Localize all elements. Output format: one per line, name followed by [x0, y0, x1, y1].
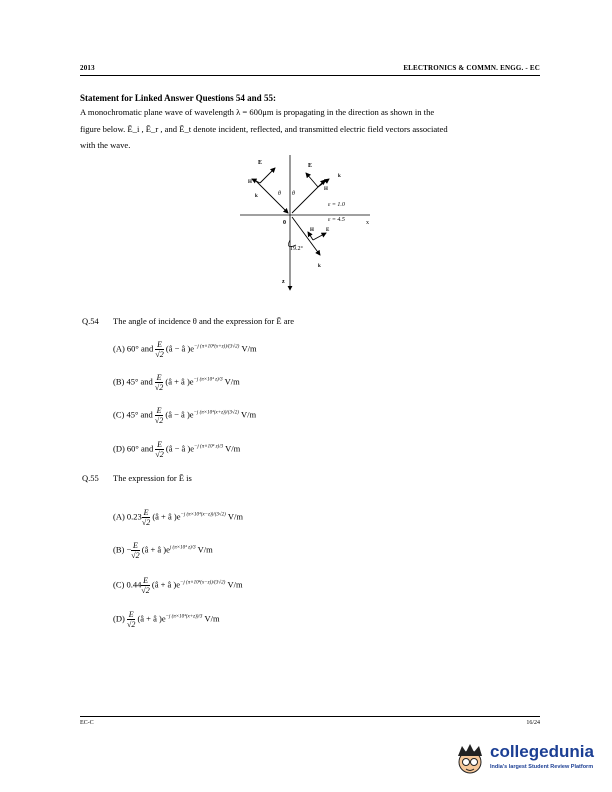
label-x-axis: x [366, 220, 369, 226]
option-label: (D) 60° and [113, 443, 154, 454]
label-z-axis: z [282, 279, 285, 285]
brand-logo [452, 740, 594, 780]
header-subject: ELECTRONICS & COMMN. ENGG. - EC [403, 64, 540, 72]
unit: V/m [225, 443, 241, 454]
label-er: E [308, 163, 313, 169]
unit: V/m [241, 343, 257, 354]
option-label: (B) − [113, 544, 132, 555]
incident-e-arrow [260, 168, 275, 183]
q55-number: Q.55 [82, 473, 99, 483]
label-theta-1: θ [278, 191, 281, 197]
unit-vector-expr: (â + â )e [137, 613, 166, 624]
unit-vector-expr: (â − â )e [165, 343, 195, 354]
statement-title: Statement for Linked Answer Questions 54 and 55: [80, 93, 276, 103]
label-angle-t: 19.2° [290, 246, 303, 252]
unit-vector-expr: (â + â )e [141, 544, 170, 555]
unit-vector-expr: (â + â )e [165, 376, 194, 387]
header-year: 2013 [80, 64, 95, 72]
unit: V/m [204, 613, 220, 624]
option-label: (A) 60° and [113, 343, 154, 354]
statement-line-3: with the wave. [80, 140, 131, 150]
wave-diagram [230, 155, 380, 295]
footer-code: EC-C [80, 720, 94, 726]
label-kt: k [318, 264, 321, 269]
label-ei: E [258, 160, 263, 166]
label-et: E [326, 228, 330, 233]
reflected-e-arrow [306, 173, 318, 187]
q55-option-a: (A) 0.23 $\frac{E}{√2}$ (â + â )$e^{-j (\pi\times 10^4(x-z))/(3√2)}$ V/m [113, 508, 244, 527]
unit: V/m [224, 376, 240, 387]
q54-option-b: (B) 45° and $\frac{E}{√2}$ (â + â )$e^{-j (\pi\times 10^4 z)/3}$ V/m [113, 373, 240, 392]
unit: V/m [227, 579, 243, 590]
statement-line-2: figure below. Ē_i , Ē_r , and Ē_t denote incident, reflected, and transmitted electric field vectors associated [80, 123, 448, 134]
exponent: −j (π×10⁴ z)/3 [193, 377, 223, 383]
label-eps2: ε = 4.5 [328, 217, 345, 223]
option-label: (C) 45° and [113, 409, 153, 420]
q55-option-d: (D) $\frac{E}{√2}$ (â + â )$e^{-j (\pi\times 10^4(x+z))/3}$ V/m [113, 610, 220, 629]
header-rule [80, 75, 540, 76]
label-ht: H [310, 228, 314, 233]
option-label: (A) 0.23 [113, 511, 142, 522]
exponent: −j (π×10⁴(x−z))/(3√2) [180, 512, 226, 518]
unit-vector-expr: (â − â )e [165, 443, 195, 454]
q54-text: The angle of incidence θ and the expression for Ē are [113, 316, 295, 326]
reflected-k-arrow [292, 180, 325, 213]
option-label: (D) [113, 613, 125, 624]
unit: V/m [227, 511, 244, 522]
label-theta-2: θ [292, 191, 295, 197]
statement-body [80, 104, 535, 154]
q54-number: Q.54 [82, 316, 99, 326]
incident-h-arrow [252, 179, 260, 183]
unit-vector-expr: (â + â )e [151, 579, 181, 590]
unit: V/m [197, 544, 213, 555]
transmitted-e-arrow [313, 233, 326, 240]
q55-text: The expression for Ē is [113, 473, 192, 483]
exponent: −j (π×10⁴(x−z))/(3√2) [180, 580, 226, 586]
footer-rule [80, 716, 540, 717]
label-hi: H [248, 180, 252, 185]
label-origin: 0 [283, 220, 286, 226]
q55-option-c: (C) 0.44 $\frac{E}{√2}$ (â + â )$e^{-j (\pi\times 10^4(x-z))/(3√2)}$ V/m [113, 576, 243, 595]
q55-option-b: (B) − $\frac{E}{√2}$ (â + â )$e^{j (\pi\times 10^4 z)/3}$ V/m [113, 541, 213, 560]
brand-tagline: India's largest Student Review Platform [490, 764, 594, 770]
unit-vector-expr: (â − â )e [165, 409, 194, 420]
footer-page: 16/24 [526, 720, 540, 726]
reflected-h-arrow [318, 179, 329, 187]
option-label: (B) 45° and [113, 376, 153, 387]
exponent: −j (π×10⁴(x+z))/(3√2) [193, 410, 239, 416]
unit-vector-expr: (â + â )e [152, 511, 181, 522]
incident-k-arrow [255, 180, 288, 213]
q54-option-a: (A) 60° and $\frac{E}{√2}$ (â − â )$e^{-j (\pi\times 10^4(x+z))/(3√2)}$ V/m [113, 340, 257, 359]
exponent: −j (π×10⁴(x+z))/(3√2) [194, 344, 240, 350]
exponent: j (π×10⁴ z)/3 [169, 545, 196, 551]
unit: V/m [240, 409, 257, 420]
label-ki: k [255, 194, 258, 199]
label-kr: k [338, 174, 341, 179]
label-eps1: ε = 1.0 [328, 202, 345, 208]
statement-line-1: A monochromatic plane wave of wavelength λ = 600μm is propagating in the direction as shown in the [80, 107, 435, 117]
mascot-icon [452, 742, 488, 776]
q54-option-d: (D) 60° and $\frac{E}{√2}$ (â − â )$e^{-j (\pi\times 10^4 z)/3}$ V/m [113, 440, 241, 459]
q54-option-c: (C) 45° and $\frac{E}{√2}$ (â − â )$e^{-j (\pi\times 10^4(x+z))/(3√2)}$ V/m [113, 406, 257, 425]
exponent: −j (π×10⁴(x+z))/3 [165, 614, 203, 620]
option-label: (C) 0.44 [113, 579, 142, 590]
transmitted-h-arrow [308, 232, 313, 240]
brand-name: collegedunia [490, 742, 594, 761]
label-hr: H [324, 187, 328, 192]
exponent: −j (π×10⁴ z)/3 [194, 444, 224, 450]
